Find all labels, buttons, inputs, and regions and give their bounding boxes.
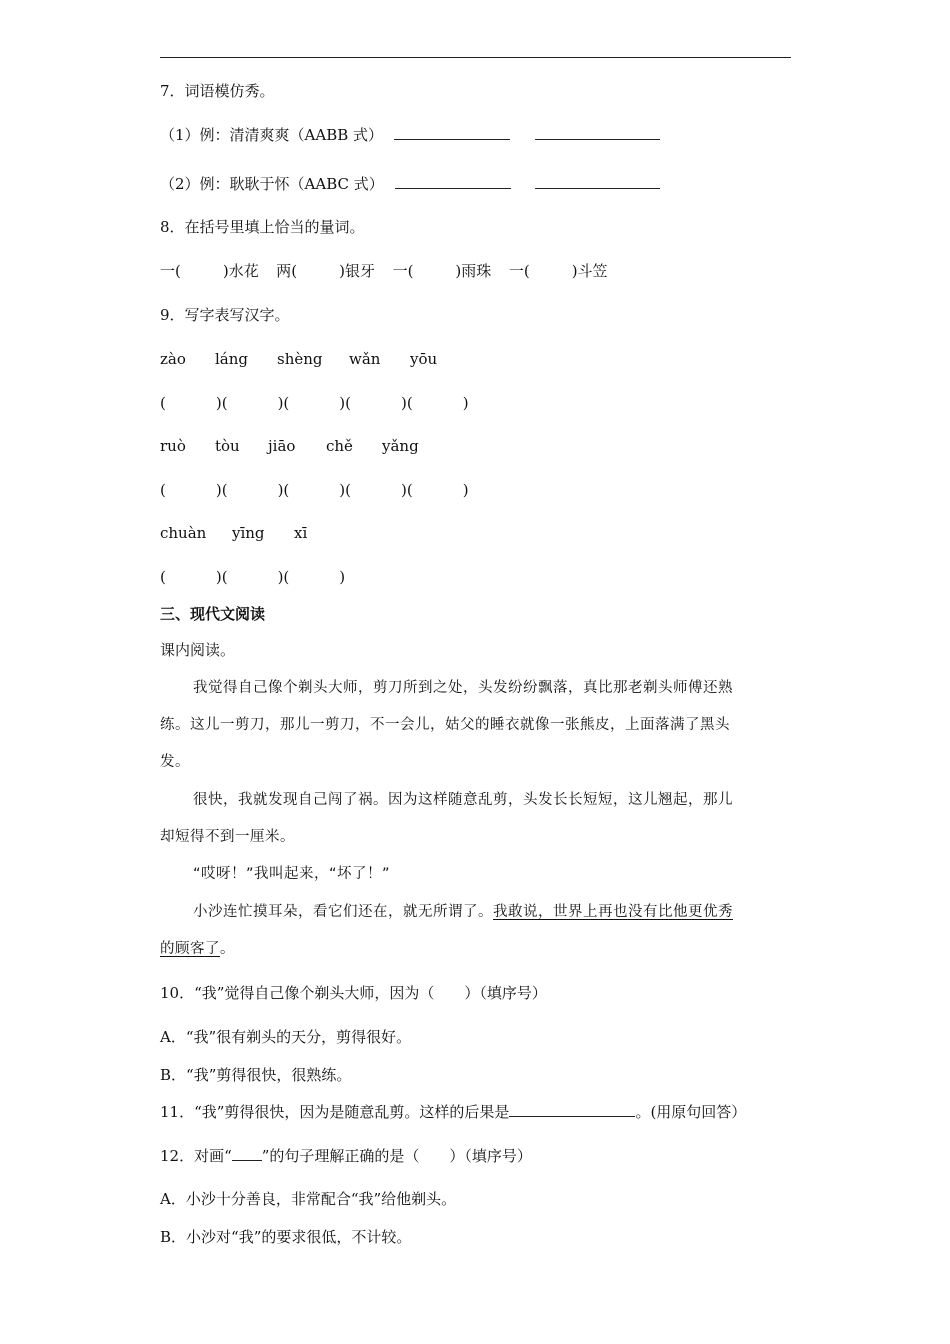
passage-line [160,939,235,959]
q7-item-1-label: （1）例：清清爽爽（AABB 式） [160,126,384,144]
q9-title: 9．写字表写汉字。 [160,306,290,324]
q9-answer-row-3[interactable]: ( )( )( ) [160,568,346,586]
q8-item-2-post: )银牙 [339,262,375,280]
section-3-subtitle: 课内阅读。 [160,641,236,659]
q7-item-2-blank-2[interactable] [535,173,660,189]
underlined-sentence: 我敢说，世界上再也没有比他更优秀 [493,904,733,920]
pinyin: ruò [160,437,186,455]
q8-title: 8．在括号里填上恰当的量词。 [160,218,365,236]
q12-question-pre: 12．对画“ [160,1147,232,1165]
passage-text: 。 [220,941,235,957]
pinyin: zào [160,350,186,368]
passage-line: 练。这儿一剪刀，那儿一剪刀，不一会儿，姑父的睡衣就像一张熊皮，上面落满了黑头 [160,717,730,733]
pinyin: láng [215,350,249,368]
q10-title: 10．“我”觉得自己像个剃头大师，因为（ ）（填序号） [160,984,547,1002]
q8-items [160,261,608,281]
pinyin: chě [326,437,353,455]
q12-option-a[interactable]: A．小沙十分善良，非常配合“我”给他剃头。 [160,1190,457,1208]
q7-title: 7．词语模仿秀。 [160,82,275,100]
q8-item-3-post: )雨珠 [455,262,492,280]
q7-item-1 [160,124,660,145]
passage-line: 却短得不到一厘米。 [160,829,295,845]
q7-item-2-blank-1[interactable] [395,173,511,189]
q9-pinyin-row-2 [160,436,419,456]
passage-line: 发。 [160,754,190,770]
pinyin: yǎng [382,437,419,455]
q8-item-1-post: )水花 [222,262,259,280]
q9-pinyin-row-1 [160,349,437,369]
q8-item-1-pre: 一( [160,262,181,280]
pinyin: shèng [277,350,323,368]
passage-line: 很快，我就发现自己闯了祸。因为这样随意乱剪，头发长长短短，这儿翘起，那儿 [193,792,733,808]
q10-option-a[interactable]: A．“我”很有剃头的天分，剪得很好。 [160,1028,412,1046]
q11-answer-blank[interactable] [509,1101,635,1117]
q12 [160,1145,532,1166]
header-rule [160,57,791,58]
pinyin: wǎn [349,350,381,368]
pinyin: chuàn [160,524,207,542]
pinyin: jiāo [268,437,296,455]
q11-note: 。(用原句回答） [635,1103,747,1121]
q12-question-post: ”的句子理解正确的是（ ）（填序号） [261,1147,532,1165]
q9-answer-row-2[interactable]: ( )( )( )( )( ) [160,481,469,499]
q8-item-4-pre: 一( [508,262,530,280]
q7-item-2 [160,173,660,194]
q7-item-1-blank-1[interactable] [394,124,510,140]
passage-text: 小沙连忙摸耳朵，看它们还在，就无所谓了。 [193,904,493,920]
passage-line: “哎呀！”我叫起来，“坏了！” [193,866,391,882]
underlined-sentence: 的顾客了 [160,941,220,957]
q8-item-4-post: )斗笠 [571,262,608,280]
pinyin: tòu [215,437,240,455]
q8-item-2-pre: 两( [276,262,298,280]
q9-answer-row-1[interactable]: ( )( )( )( )( ) [160,394,469,412]
pinyin: yōu [410,350,438,368]
q7-item-2-label: （2）例：耿耿于怀（AABC 式） [160,175,384,193]
q7-item-1-blank-2[interactable] [535,124,660,140]
q11-question: 11．“我”剪得很快，因为是随意乱剪。这样的后果是 [160,1103,510,1121]
underline-marker [232,1145,262,1161]
q9-pinyin-row-3 [160,523,307,543]
q11 [160,1101,746,1122]
q12-option-b[interactable]: B．小沙对“我”的要求很低，不计较。 [160,1228,412,1246]
q8-item-3-pre: 一( [392,262,414,280]
pinyin: xī [294,524,308,542]
pinyin: yīng [232,524,265,542]
section-3-title: 三、现代文阅读 [160,605,266,623]
passage-line: 我觉得自己像个剃头大师，剪刀所到之处，头发纷纷飘落，真比那老剃头师傅还熟 [193,680,733,696]
passage-line [193,902,733,922]
q10-option-b[interactable]: B．“我”剪得很快，很熟练。 [160,1066,352,1084]
